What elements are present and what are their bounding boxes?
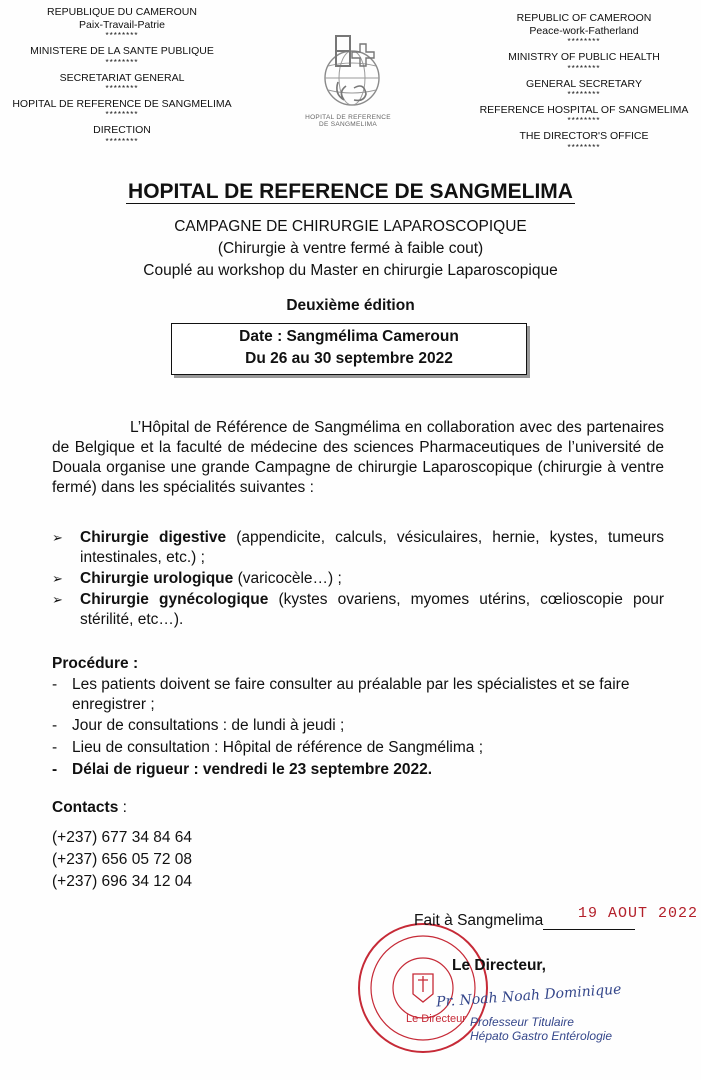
header-left: REPUBLIQUE DU CAMEROUN Paix-Travail-Patrie ******** MINISTERE DE LA SANTE PUBLIQUE ******** SECRETARIAT GENERAL ******** HOPITAL DE REFERENCE DE SANGMELIMA ******** DIRECTION ******** [8,6,236,145]
logo-caption-1: HOPITAL DE REFERENCE [305,114,391,121]
director-label: Le Directeur, [452,957,546,974]
logo-caption-2: DE SANGMELIMA [318,121,378,129]
arrow-bullet-icon: ➢ [52,592,63,607]
intro-paragraph: L’Hôpital de Référence de Sangmélima en collaboration avec des partenaires de Belgique et la faculté de médecine des sciences Pharmaceutiques de l’université de Douala organise une grande Campagne de chirurgie Laparoscopique (chirurgie à ventre fermé) dans les spécialités suivantes : [52,419,664,496]
specialty-name: Chirurgie digestive [80,529,227,546]
list-item: - Délai de rigueur : vendredi le 23 septembre 2022. [52,760,672,780]
arrow-bullet-icon: ➢ [52,571,63,586]
header-left-motto: Paix-Travail-Patrie [79,19,165,32]
header-right-hospital: REFERENCE HOSPITAL OF SANGMELIMA [479,104,689,117]
procedure-deadline: Délai de rigueur : vendredi le 23 septembre 2022. [72,761,433,778]
campaign-subtitle: (Chirurgie à ventre fermé à faible cout) [217,240,484,257]
contacts-heading: Contacts : [52,799,127,816]
contact-phone: (+237) 656 05 72 08 [52,851,193,868]
specialty-name: Chirurgie gynécologique [80,591,269,608]
specialty-detail: (varicocèle…) ; [233,570,342,587]
list-item: - Les patients doivent se faire consulter au préalable par les spécialistes et se faire enregistrer ; [52,675,672,715]
date-location: Date : Sangmélima Cameroun [239,328,459,345]
header-left-ministry: MINISTERE DE LA SANTE PUBLIQUE [30,45,214,58]
header-right: REPUBLIC OF CAMEROON Peace-work-Fatherland ******** MINISTRY OF PUBLIC HEALTH ******** GENERAL SECRETARY ******** REFERENCE HOSPITAL OF SANGMELIMA ******** THE DIRECTOR'S OFFICE ******** [470,12,698,151]
place-line: Fait à Sangmelima [414,912,635,930]
header-left-stars: ******** [105,31,139,41]
specialty-detail: (appendicite, calculs, vésiculaires, hernie, kystes, tumeurs intestinales, etc.) ; [80,529,664,566]
header-left-hospital: HOPITAL DE REFERENCE DE SANGMELIMA [12,98,232,111]
hospital-globe-logo-icon [308,30,388,114]
header-left-secretariat: SECRETARIAT GENERAL [59,71,185,84]
date-range: Du 26 au 30 septembre 2022 [245,350,453,367]
procedure-item: Lieu de consultation : Hôpital de référence de Sangmélima ; [72,739,483,756]
procedure-item: Jour de consultations : de lundi à jeudi ; [72,717,345,734]
header-right-country: REPUBLIC OF CAMEROON [516,12,652,24]
date-box [171,323,527,375]
list-item [52,528,664,568]
header-right-motto: Peace-work-Fatherland [529,25,639,38]
page-title: HOPITAL DE REFERENCE DE SANGMELIMA [128,180,573,203]
procedure-heading: Procédure : [52,655,139,672]
contact-phone: (+237) 677 34 84 64 [52,829,193,846]
list-item: - Jour de consultations : de lundi à jeudi ; [52,716,672,736]
edition-label: Deuxième édition [286,297,415,314]
specialty-name: Chirurgie urologique [80,570,234,587]
list-item [52,590,664,630]
header-right-secretary: GENERAL SECRETARY [526,77,642,90]
director-title: Professeur Titulaire Hépato Gastro Entérologie [470,1015,613,1043]
workshop-line: Couplé au workshop du Master en chirurgie Laparoscopique [143,262,558,279]
seal-center-text: Le Directeur [406,1013,466,1025]
header-right-ministry: MINISTRY OF PUBLIC HEALTH [508,51,660,64]
specialty-detail: (kystes ovariens, myomes utérins, cœlioscopie pour stérilité, etc…). [80,591,664,628]
date-stamp: 19 AOUT 2022 [578,905,699,922]
director-signature: Pr. Noah Noah Dominique [435,981,622,1011]
header-right-office: THE DIRECTOR'S OFFICE [519,130,649,143]
list-item: - Lieu de consultation : Hôpital de référence de Sangmélima ; [52,738,672,758]
hospital-logo [288,30,408,129]
list-item [52,569,664,589]
header-left-direction: DIRECTION [93,124,151,137]
procedure-item: Les patients doivent se faire consulter au préalable par les spécialistes et se faire enregistrer ; [72,676,630,713]
campaign-title: CAMPAGNE DE CHIRURGIE LAPAROSCOPIQUE [174,218,527,235]
header-left-country: REPUBLIQUE DU CAMEROUN [47,6,197,18]
arrow-bullet-icon: ➢ [52,530,63,545]
contact-phone: (+237) 696 34 12 04 [52,873,193,890]
